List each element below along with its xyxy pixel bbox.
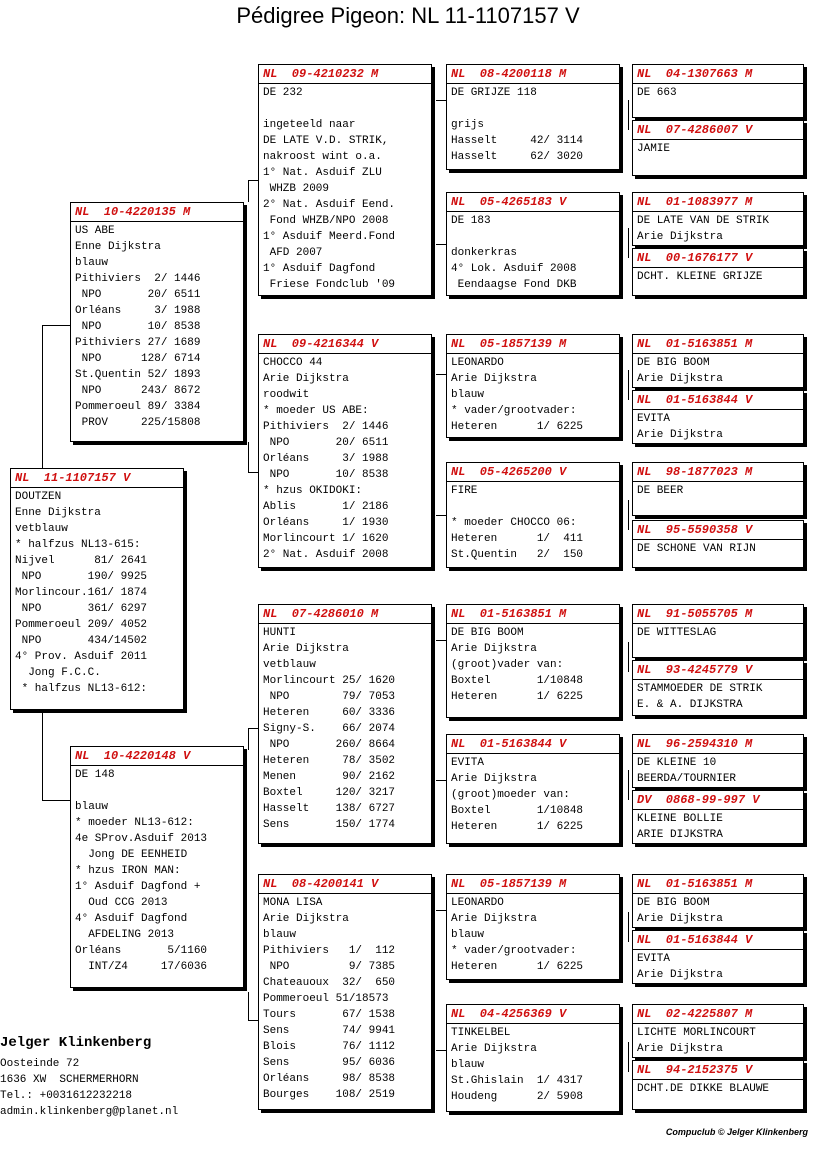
pigeon-card-g9[interactable] — [632, 604, 804, 658]
connector-line — [628, 100, 629, 130]
ring-number: NL 07-4286007 V — [633, 121, 803, 140]
card-line: Signy-S. 66/ 2074 — [263, 723, 396, 735]
card-line: St.Quentin 52/ 1893 — [75, 369, 201, 381]
connector-line — [628, 370, 629, 400]
card-line: Arie Dijkstra — [451, 913, 537, 925]
card-line: Hasselt 42/ 3114 — [451, 135, 584, 147]
ring-number: NL 01-5163851 M — [447, 605, 619, 624]
card-line: LEONARDO — [451, 357, 504, 369]
card-line: Orléans 98/ 8538 — [263, 1073, 396, 1085]
card-line: Arie Dijkstra — [637, 373, 723, 385]
card-line: Oud CCG 2013 — [75, 897, 168, 909]
card-line: * hzus OKIDOKI: — [263, 485, 363, 497]
card-line: DOUTZEN — [15, 491, 62, 503]
ring-number: NL 91-5055705 M — [633, 605, 803, 624]
pigeon-card-fff[interactable] — [446, 64, 620, 170]
connector-line — [42, 712, 43, 800]
card-line: BEERDA/TOURNIER — [637, 773, 737, 785]
card-line: 1° Asduif Dagfond — [263, 263, 376, 275]
card-line: DCHT.DE DIKKE BLAUWE — [637, 1083, 770, 1095]
card-line: NPO 243/ 8672 — [75, 385, 201, 397]
pigeon-card-mother-mother[interactable] — [258, 874, 432, 1110]
ring-number: NL 09-4216344 V — [259, 335, 431, 354]
card-line: Sens 74/ 9941 — [263, 1025, 396, 1037]
card-line: Friese Fondclub '09 — [263, 279, 396, 291]
card-line: US ABE — [75, 225, 115, 237]
connector-line — [628, 770, 629, 800]
connector-line — [628, 642, 629, 672]
card-line: EVITA — [637, 953, 671, 965]
card-line: NPO 9/ 7385 — [263, 961, 396, 973]
card-body — [633, 1024, 803, 1057]
pigeon-card-father[interactable] — [70, 202, 244, 442]
card-line: blauw — [263, 929, 297, 941]
ring-number: NL 01-5163851 M — [633, 875, 803, 894]
ring-number: NL 01-1083977 M — [633, 193, 803, 212]
card-line: * vader/grootvader: — [451, 945, 577, 957]
connector-line — [42, 800, 70, 801]
card-line: Morlincourt 1/ 1620 — [263, 533, 389, 545]
pigeon-card-g10[interactable] — [632, 660, 804, 716]
pigeon-card-g3[interactable] — [632, 192, 804, 246]
card-line: (groot)vader van: — [451, 659, 564, 671]
connector-line — [248, 472, 258, 473]
card-line: DE BIG BOOM — [637, 897, 710, 909]
connector-line — [628, 228, 629, 258]
pigeon-card-g2[interactable] — [632, 120, 804, 176]
card-line: DE LATE V.D. STRIK, — [263, 135, 389, 147]
card-line: Morlincour.161/ 1874 — [15, 587, 148, 599]
card-line: Arie Dijkstra — [263, 373, 349, 385]
card-line: 1° Asduif Dagfond + — [75, 881, 201, 893]
card-line: Menen 90/ 2162 — [263, 771, 396, 783]
card-line: Arie Dijkstra — [451, 1043, 537, 1055]
connector-line — [436, 780, 446, 781]
card-line: blauw — [75, 801, 109, 813]
card-line: Pommeroeul 51/18573 — [263, 993, 389, 1005]
pigeon-card-mother-father[interactable] — [258, 604, 432, 844]
card-line: AFD 2007 — [263, 247, 323, 259]
card-body — [447, 754, 619, 835]
card-body — [633, 84, 803, 101]
card-line: Hasselt 62/ 3020 — [451, 151, 584, 163]
ring-number: NL 00-1676177 V — [633, 249, 803, 268]
card-line: Jong DE EENHEID — [75, 849, 188, 861]
card-line: * halfzus NL13-615: — [15, 539, 141, 551]
card-line: Heteren 1/ 6225 — [451, 691, 584, 703]
pigeon-card-g4[interactable] — [632, 248, 804, 296]
card-line: DE 148 — [75, 769, 115, 781]
card-body — [633, 540, 803, 557]
card-line: JAMIE — [637, 143, 671, 155]
card-line — [75, 783, 243, 799]
ring-number: NL 08-4200141 V — [259, 875, 431, 894]
connector-line — [248, 442, 249, 472]
copyright-footer: Compuclub © Jelger Klinkenberg — [665, 1127, 808, 1137]
card-line: 2° Nat. Asduif Eend. — [263, 199, 396, 211]
ring-number: NL 08-4200118 M — [447, 65, 619, 84]
card-line: DE 183 — [451, 215, 491, 227]
card-line: 1° Nat. Asduif ZLU — [263, 167, 382, 179]
card-line: * vader/grootvader: — [451, 405, 577, 417]
ring-number: NL 11-1107157 V — [11, 469, 183, 488]
ring-number: NL 93-4245779 V — [633, 661, 803, 680]
card-body — [633, 754, 803, 787]
card-line: WHZB 2009 — [263, 183, 330, 195]
pigeon-card-subject[interactable] — [10, 468, 184, 710]
card-line: Hasselt 138/ 6727 — [263, 803, 396, 815]
pigeon-card-g14[interactable] — [632, 930, 804, 984]
pigeon-card-fmf[interactable] — [446, 334, 620, 438]
card-line: Enne Dijkstra — [75, 241, 161, 253]
card-body — [633, 410, 803, 443]
card-line: Boxtel 1/10848 — [451, 805, 584, 817]
card-line: Heteren 1/ 6225 — [451, 421, 584, 433]
card-line: blauw — [451, 389, 485, 401]
card-body — [259, 354, 431, 563]
card-line: NPO 128/ 6714 — [75, 353, 201, 365]
owner-city: 1636 XW SCHERMERHORN — [0, 1074, 139, 1086]
card-line — [451, 499, 619, 515]
card-line: EVITA — [451, 757, 485, 769]
card-line: Arie Dijkstra — [637, 429, 723, 441]
card-line: LEONARDO — [451, 897, 504, 909]
card-line: Houdeng 2/ 5908 — [451, 1091, 584, 1103]
connector-line — [248, 180, 249, 202]
card-body — [259, 624, 431, 833]
card-line: Pithiviers 2/ 1446 — [263, 421, 389, 433]
card-line: HUNTI — [263, 627, 297, 639]
card-body — [447, 894, 619, 975]
card-line: Eendaagse Fond DKB — [451, 279, 577, 291]
card-line: Enne Dijkstra — [15, 507, 101, 519]
card-line: FIRE — [451, 485, 478, 497]
card-line: DCHT. KLEINE GRIJZE — [637, 271, 763, 283]
ring-number: NL 01-5163844 V — [633, 391, 803, 410]
card-line: DE BEER — [637, 485, 684, 497]
card-body — [71, 222, 243, 431]
card-line: Arie Dijkstra — [451, 643, 537, 655]
page-title: Pédigree Pigeon: NL 11-1107157 V — [236, 3, 580, 28]
pigeon-card-g12[interactable] — [632, 790, 804, 844]
ring-number: NL 09-4210232 M — [259, 65, 431, 84]
pigeon-card-father-mother[interactable] — [258, 334, 432, 568]
ring-number: NL 01-5163851 M — [633, 335, 803, 354]
pigeon-card-g11[interactable] — [632, 734, 804, 788]
card-line: Jong F.C.C. — [15, 667, 101, 679]
card-line: roodwit — [263, 389, 310, 401]
card-line — [451, 229, 619, 245]
ring-number: NL 07-4286010 M — [259, 605, 431, 624]
ring-number: NL 04-1307663 M — [633, 65, 803, 84]
card-body — [447, 354, 619, 435]
connector-line — [42, 325, 70, 326]
card-line: Boxtel 120/ 3217 — [263, 787, 396, 799]
connector-line — [628, 912, 629, 942]
card-line: Blois 76/ 1112 — [263, 1041, 396, 1053]
card-line: CHOCCO 44 — [263, 357, 323, 369]
card-line: TINKELBEL — [451, 1027, 511, 1039]
card-body — [633, 354, 803, 387]
card-line: DE 663 — [637, 87, 677, 99]
card-line: * halfzus NL13-612: — [15, 683, 148, 695]
ring-number: NL 01-5163844 V — [633, 931, 803, 950]
card-line: * moeder US ABE: — [263, 405, 369, 417]
card-line: ingeteeld naar — [263, 119, 356, 131]
owner-phone: Tel.: +0031612232218 — [0, 1090, 133, 1102]
card-line: Arie Dijkstra — [637, 913, 723, 925]
ring-number: NL 04-4256369 V — [447, 1005, 619, 1024]
owner-info — [0, 1034, 178, 1120]
ring-number: NL 98-1877023 M — [633, 463, 803, 482]
card-line: Pithiviers 1/ 112 — [263, 945, 396, 957]
pigeon-card-mother[interactable] — [70, 746, 244, 988]
connector-line — [248, 180, 258, 181]
card-line: Orléans 5/1160 — [75, 945, 208, 957]
card-line: 2° Nat. Asduif 2008 — [263, 549, 389, 561]
pigeon-card-g16[interactable] — [632, 1060, 804, 1110]
card-line: grijs — [451, 119, 485, 131]
card-line: Pommeroeul 89/ 3384 — [75, 401, 201, 413]
pigeon-card-g5[interactable] — [632, 334, 804, 388]
connector-line — [436, 910, 446, 911]
ring-number: NL 05-4265200 V — [447, 463, 619, 482]
card-line: NPO 79/ 7053 — [263, 691, 396, 703]
ring-number: NL 94-2152375 V — [633, 1061, 803, 1080]
card-line: DE BIG BOOM — [451, 627, 524, 639]
card-line: donkerkras — [451, 247, 518, 259]
card-line: (groot)moeder van: — [451, 789, 570, 801]
card-body — [633, 680, 803, 713]
card-line: NPO 10/ 8538 — [75, 321, 201, 333]
ring-number: NL 10-4220148 V — [71, 747, 243, 766]
card-line: ARIE DIJKSTRA — [637, 829, 723, 841]
ring-number: NL 95-5590358 V — [633, 521, 803, 540]
ring-number: NL 01-5163844 V — [447, 735, 619, 754]
card-line: 1° Asduif Meerd.Fond — [263, 231, 396, 243]
owner-email[interactable]: admin.klinkenberg@planet.nl — [0, 1106, 179, 1118]
connector-line — [248, 992, 249, 1020]
card-line: NPO 20/ 6511 — [263, 437, 389, 449]
card-line: blauw — [451, 929, 485, 941]
ring-number: NL 05-1857139 M — [447, 335, 619, 354]
card-line — [263, 101, 431, 117]
card-line: * moeder NL13-612: — [75, 817, 194, 829]
card-line: Tours 67/ 1538 — [263, 1009, 396, 1021]
card-line: AFDELING 2013 — [75, 929, 175, 941]
card-line: Sens 95/ 6036 — [263, 1057, 396, 1069]
card-line: nakroost wint o.a. — [263, 151, 382, 163]
card-line: blauw — [75, 257, 109, 269]
card-line: Morlincourt 25/ 1620 — [263, 675, 396, 687]
card-line: 4e SProv.Asduif 2013 — [75, 833, 208, 845]
card-line: Arie Dijkstra — [263, 913, 349, 925]
connector-line — [436, 100, 446, 101]
card-line: DE GRIJZE 118 — [451, 87, 537, 99]
connector-line — [248, 1020, 258, 1021]
card-line — [451, 101, 619, 117]
card-line: Heteren 1/ 411 — [451, 533, 584, 545]
card-line: STAMMOEDER DE STRIK — [637, 683, 763, 695]
ring-number: NL 05-1857139 M — [447, 875, 619, 894]
ring-number: NL 02-4225807 M — [633, 1005, 803, 1024]
pigeon-card-g7[interactable] — [632, 462, 804, 516]
card-line: DE LATE VAN DE STRIK — [637, 215, 770, 227]
pigeon-card-mmf[interactable] — [446, 874, 620, 980]
card-line: Boxtel 1/10848 — [451, 675, 584, 687]
card-body — [447, 624, 619, 705]
card-body — [633, 212, 803, 245]
card-line: E. & A. DIJKSTRA — [637, 699, 743, 711]
ring-number: NL 05-4265183 V — [447, 193, 619, 212]
card-line: Heteren 1/ 6225 — [451, 961, 584, 973]
card-line: 4° Lok. Asduif 2008 — [451, 263, 577, 275]
connector-line — [436, 640, 446, 641]
card-body — [633, 268, 803, 285]
card-body — [71, 766, 243, 975]
card-line: Arie Dijkstra — [451, 373, 537, 385]
card-body — [633, 894, 803, 927]
card-body — [447, 84, 619, 165]
card-line: Orléans 3/ 1988 — [263, 453, 389, 465]
card-body — [633, 950, 803, 983]
card-line: St.Quentin 2/ 150 — [451, 549, 584, 561]
card-line: Bourges 108/ 2519 — [263, 1089, 396, 1101]
card-line: LICHTE MORLINCOURT — [637, 1027, 756, 1039]
card-line: MONA LISA — [263, 897, 323, 909]
connector-line — [248, 728, 258, 729]
card-line: Heteren 60/ 3336 — [263, 707, 396, 719]
pigeon-card-father-father[interactable] — [258, 64, 432, 296]
owner-name: Jelger Klinkenberg — [0, 1035, 152, 1051]
card-line: Arie Dijkstra — [637, 231, 723, 243]
card-body — [633, 482, 803, 499]
card-line: EVITA — [637, 413, 671, 425]
connector-line — [436, 1050, 446, 1051]
card-line: Heteren 78/ 3502 — [263, 755, 396, 767]
owner-address: Oosteinde 72 — [0, 1058, 80, 1070]
card-body — [633, 624, 803, 641]
card-body — [259, 894, 431, 1103]
card-line: Arie Dijkstra — [451, 773, 537, 785]
card-body — [259, 84, 431, 293]
card-line: Arie Dijkstra — [263, 643, 349, 655]
pigeon-card-g15[interactable] — [632, 1004, 804, 1058]
card-line: 4° Asduif Dagfond — [75, 913, 188, 925]
card-line: NPO 434/14502 — [15, 635, 148, 647]
connector-line — [42, 325, 43, 470]
card-body — [447, 212, 619, 293]
card-line: DE 232 — [263, 87, 303, 99]
card-body — [447, 482, 619, 563]
card-line: INT/Z4 17/6036 — [75, 961, 208, 973]
card-line: DE SCHONE VAN RIJN — [637, 543, 756, 555]
ring-number: NL 96-2594310 M — [633, 735, 803, 754]
card-line: DE BIG BOOM — [637, 357, 710, 369]
card-line: NPO 10/ 8538 — [263, 469, 389, 481]
ring-number: DV 0868-99-997 V — [633, 791, 803, 810]
pigeon-card-mff[interactable] — [446, 604, 620, 718]
card-line: * hzus IRON MAN: — [75, 865, 181, 877]
card-line: DE WITTESLAG — [637, 627, 717, 639]
card-body — [11, 488, 183, 697]
card-line: Arie Dijkstra — [637, 969, 723, 981]
card-line: Heteren 1/ 6225 — [451, 821, 584, 833]
card-line: Pithiviers 27/ 1689 — [75, 337, 201, 349]
connector-line — [436, 244, 446, 245]
card-line: * moeder CHOCCO 06: — [451, 517, 577, 529]
pigeon-card-g13[interactable] — [632, 874, 804, 928]
card-line: Fond WHZB/NPO 2008 — [263, 215, 389, 227]
card-line: Pommeroeul 209/ 4052 — [15, 619, 148, 631]
pigeon-card-g6[interactable] — [632, 390, 804, 444]
card-line: Orléans 1/ 1930 — [263, 517, 389, 529]
card-line: NPO 20/ 6511 — [75, 289, 201, 301]
pigeon-card-mfm[interactable] — [446, 734, 620, 844]
card-line: NPO 190/ 9925 — [15, 571, 148, 583]
card-line: Chateauoux 32/ 650 — [263, 977, 396, 989]
card-body — [447, 1024, 619, 1105]
connector-line — [436, 515, 446, 516]
pigeon-card-fmm[interactable] — [446, 462, 620, 568]
card-line: 4° Prov. Asduif 2011 — [15, 651, 148, 663]
connector-line — [628, 1042, 629, 1072]
connector-line — [248, 728, 249, 750]
card-line: Arie Dijkstra — [637, 1043, 723, 1055]
card-line: PROV 225/15808 — [75, 417, 201, 429]
card-line: St.Ghislain 1/ 4317 — [451, 1075, 584, 1087]
card-line: Nijvel 81/ 2641 — [15, 555, 148, 567]
card-body — [633, 1080, 803, 1097]
card-line: vetblauw — [15, 523, 68, 535]
card-line: Sens 150/ 1774 — [263, 819, 396, 831]
card-body — [633, 140, 803, 157]
card-line: blauw — [451, 1059, 485, 1071]
pigeon-card-g1[interactable] — [632, 64, 804, 118]
ring-number: NL 10-4220135 M — [71, 203, 243, 222]
pigeon-card-ffm[interactable] — [446, 192, 620, 296]
card-line: Pithiviers 2/ 1446 — [75, 273, 201, 285]
card-line: KLEINE BOLLIE — [637, 813, 723, 825]
card-line: Orléans 3/ 1988 — [75, 305, 201, 317]
card-line: vetblauw — [263, 659, 316, 671]
card-body — [633, 810, 803, 843]
card-line: Ablis 1/ 2186 — [263, 501, 389, 513]
pigeon-card-g8[interactable] — [632, 520, 804, 568]
card-line: NPO 361/ 6297 — [15, 603, 148, 615]
connector-line — [436, 374, 446, 375]
connector-line — [628, 500, 629, 530]
card-line: NPO 260/ 8664 — [263, 739, 396, 751]
pigeon-card-mmm[interactable] — [446, 1004, 620, 1112]
card-line: DE KLEINE 10 — [637, 757, 717, 769]
